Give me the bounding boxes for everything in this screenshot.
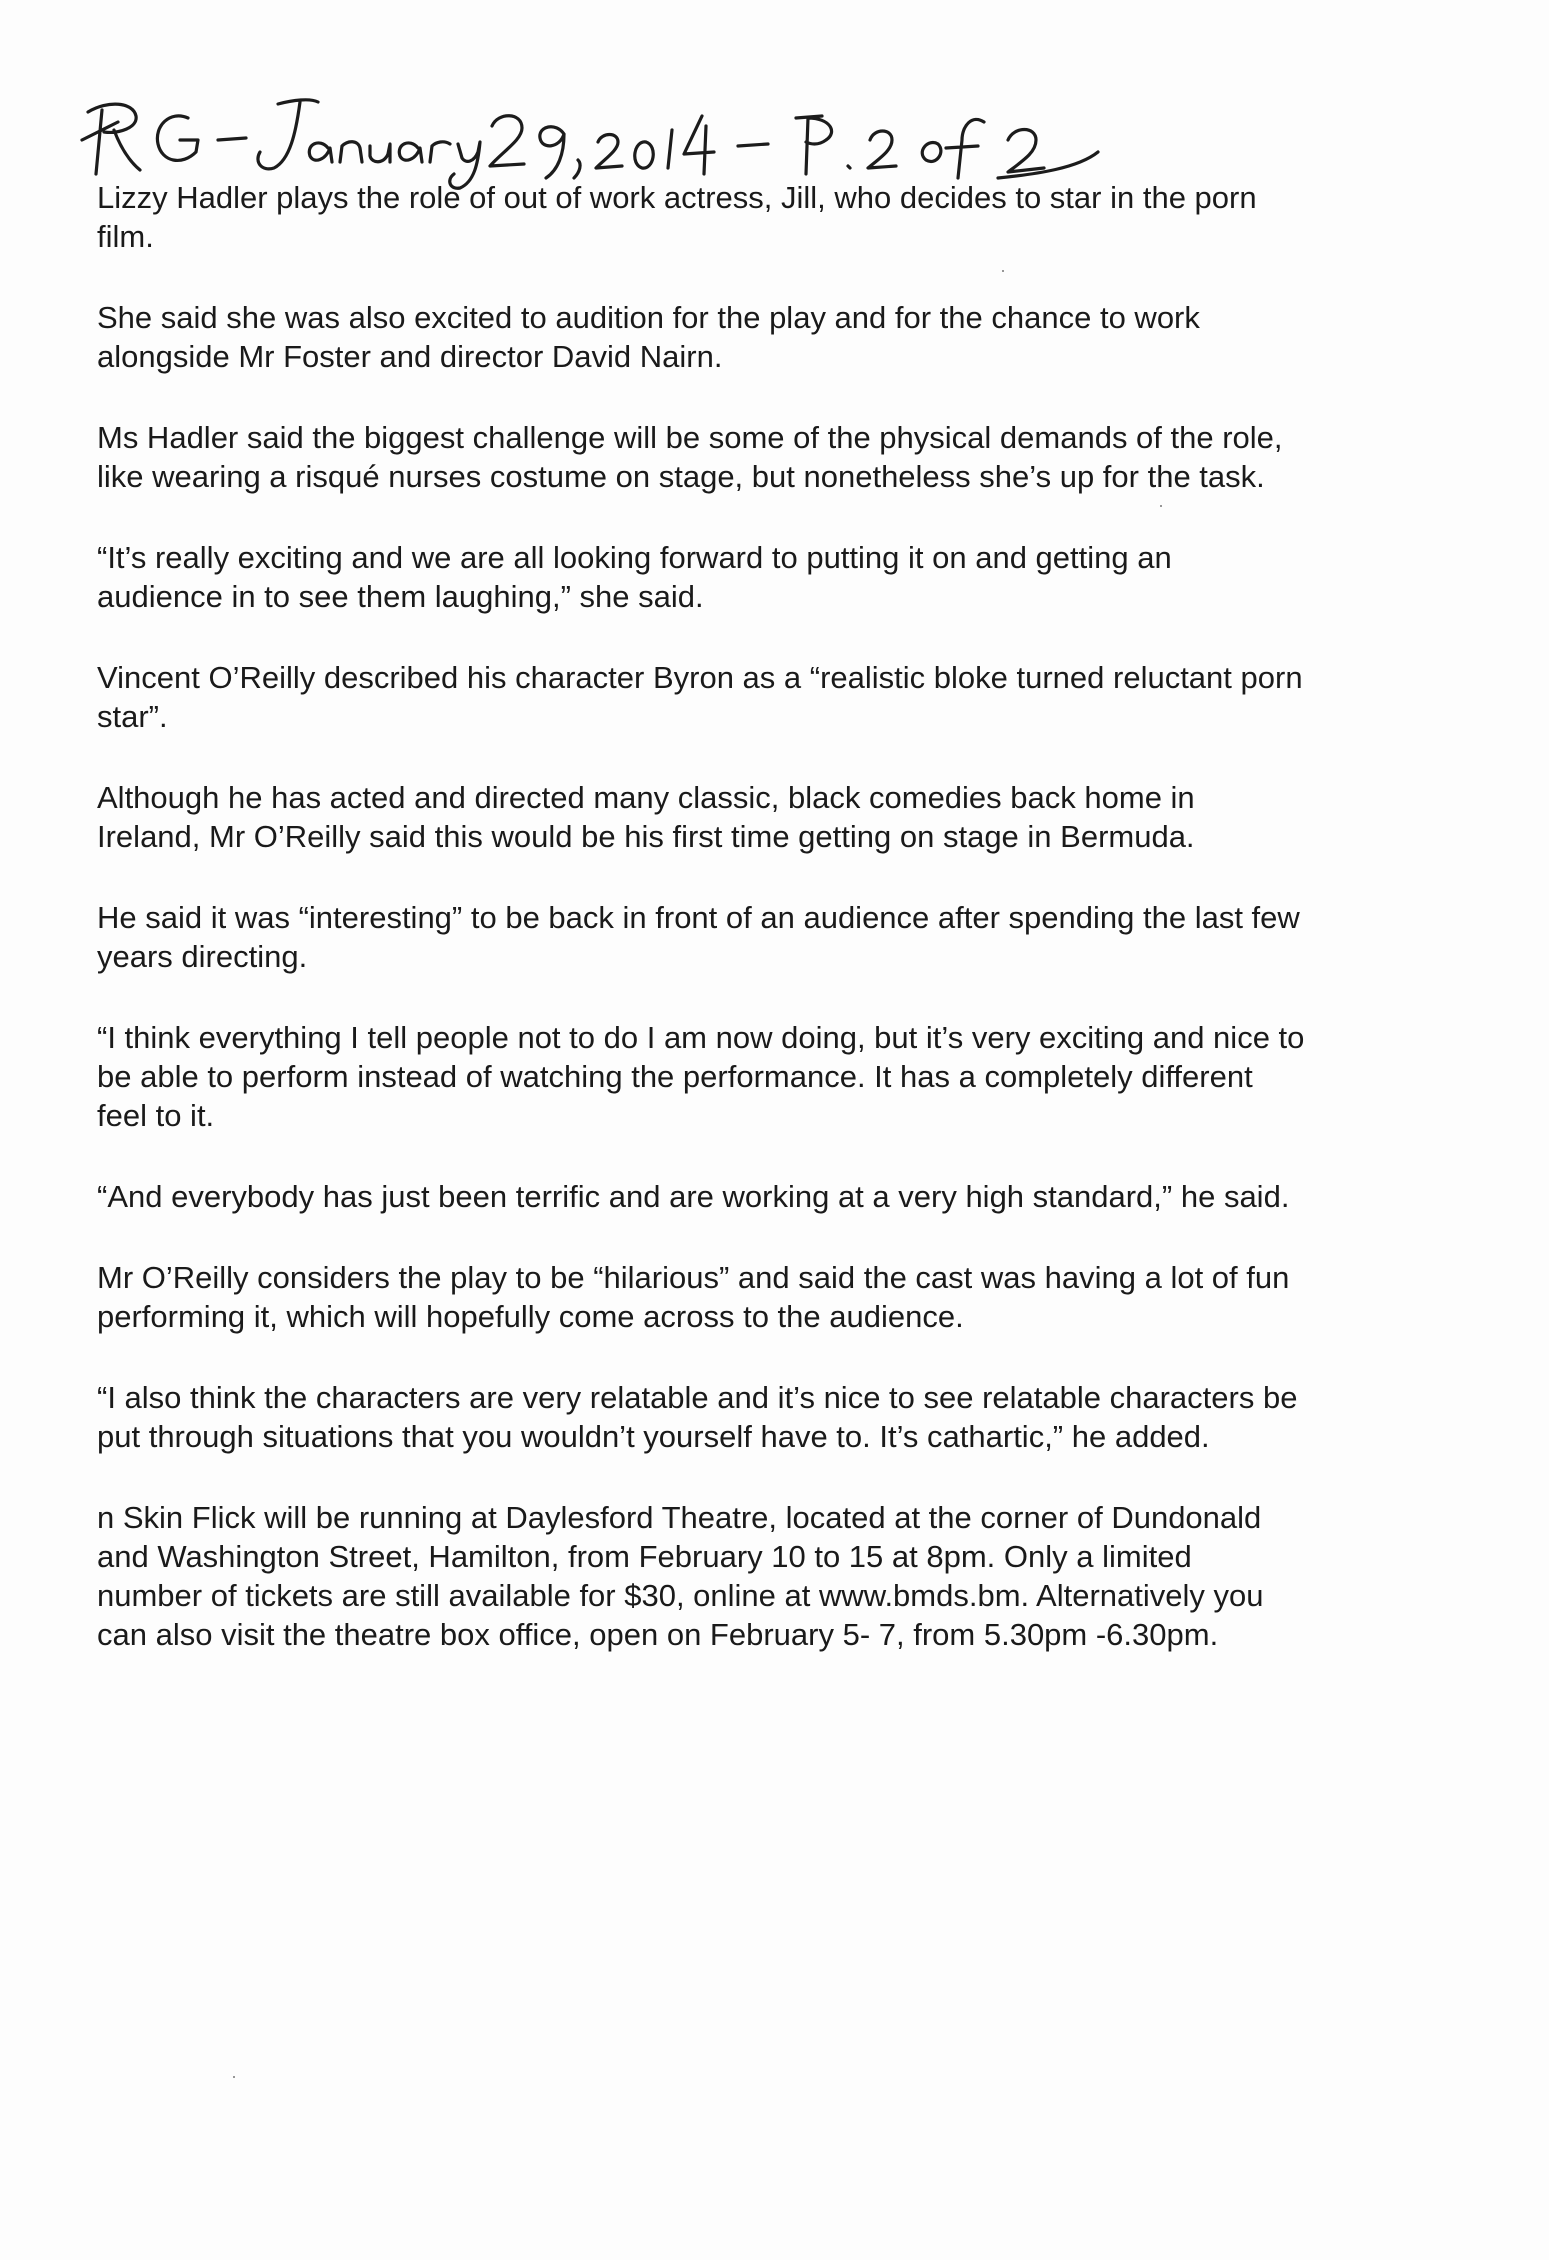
scan-speck [1160, 505, 1162, 507]
paragraph: “And everybody has just been terrific and are working at a very high standard,” he said. [97, 1179, 1290, 1214]
article-body [97, 178, 1487, 1696]
paragraph: “I think everything I tell people not to do I am now doing, but it’s very exciting and nice to be able to perform instead of watching the performance. It has a completely different feel to it. [97, 1020, 1305, 1133]
paragraph: n Skin Flick will be running at Daylesford Theatre, located at the corner of Dundonald and Washington Street, Hamilton, from February 10 to 15 at 8pm. Only a limited number of tickets are still available for $30, online at www.bmds.bm. Alternatively you can also visit the theatre box office, open on February 5- 7, from 5.30pm -6.30pm. [97, 1500, 1264, 1652]
paragraph: He said it was “interesting” to be back in front of an audience after spending the last few years directing. [97, 900, 1300, 974]
scan-speck [233, 2076, 235, 2078]
scan-speck [1002, 270, 1004, 272]
paragraph: Ms Hadler said the biggest challenge will be some of the physical demands of the role, like wearing a risqué nurses costume on stage, but nonetheless she’s up for the task. [97, 420, 1283, 494]
paragraph: Although he has acted and directed many classic, black comedies back home in Ireland, Mr O’Reilly said this would be his first time getting on stage in Bermuda. [97, 780, 1195, 854]
paragraph: Vincent O’Reilly described his character Byron as a “realistic bloke turned reluctant porn star”. [97, 660, 1303, 734]
handwritten-date-note [78, 82, 1198, 192]
paragraph: Mr O’Reilly considers the play to be “hilarious” and said the cast was having a lot of fun performing it, which will hopefully come across to the audience. [97, 1260, 1290, 1334]
paragraph: “It’s really exciting and we are all looking forward to putting it on and getting an audience in to see them laughing,” she said. [97, 540, 1172, 614]
handwritten-signature-graphic [78, 82, 1198, 192]
paragraph: She said she was also excited to audition for the play and for the chance to work alongside Mr Foster and director David Nairn. [97, 300, 1200, 374]
paragraph: “I also think the characters are very relatable and it’s nice to see relatable characters be put through situations that you wouldn’t yourself have to. It’s cathartic,” he added. [97, 1380, 1298, 1454]
paragraph: Lizzy Hadler plays the role of out of work actress, Jill, who decides to star in the porn film. [97, 180, 1257, 254]
